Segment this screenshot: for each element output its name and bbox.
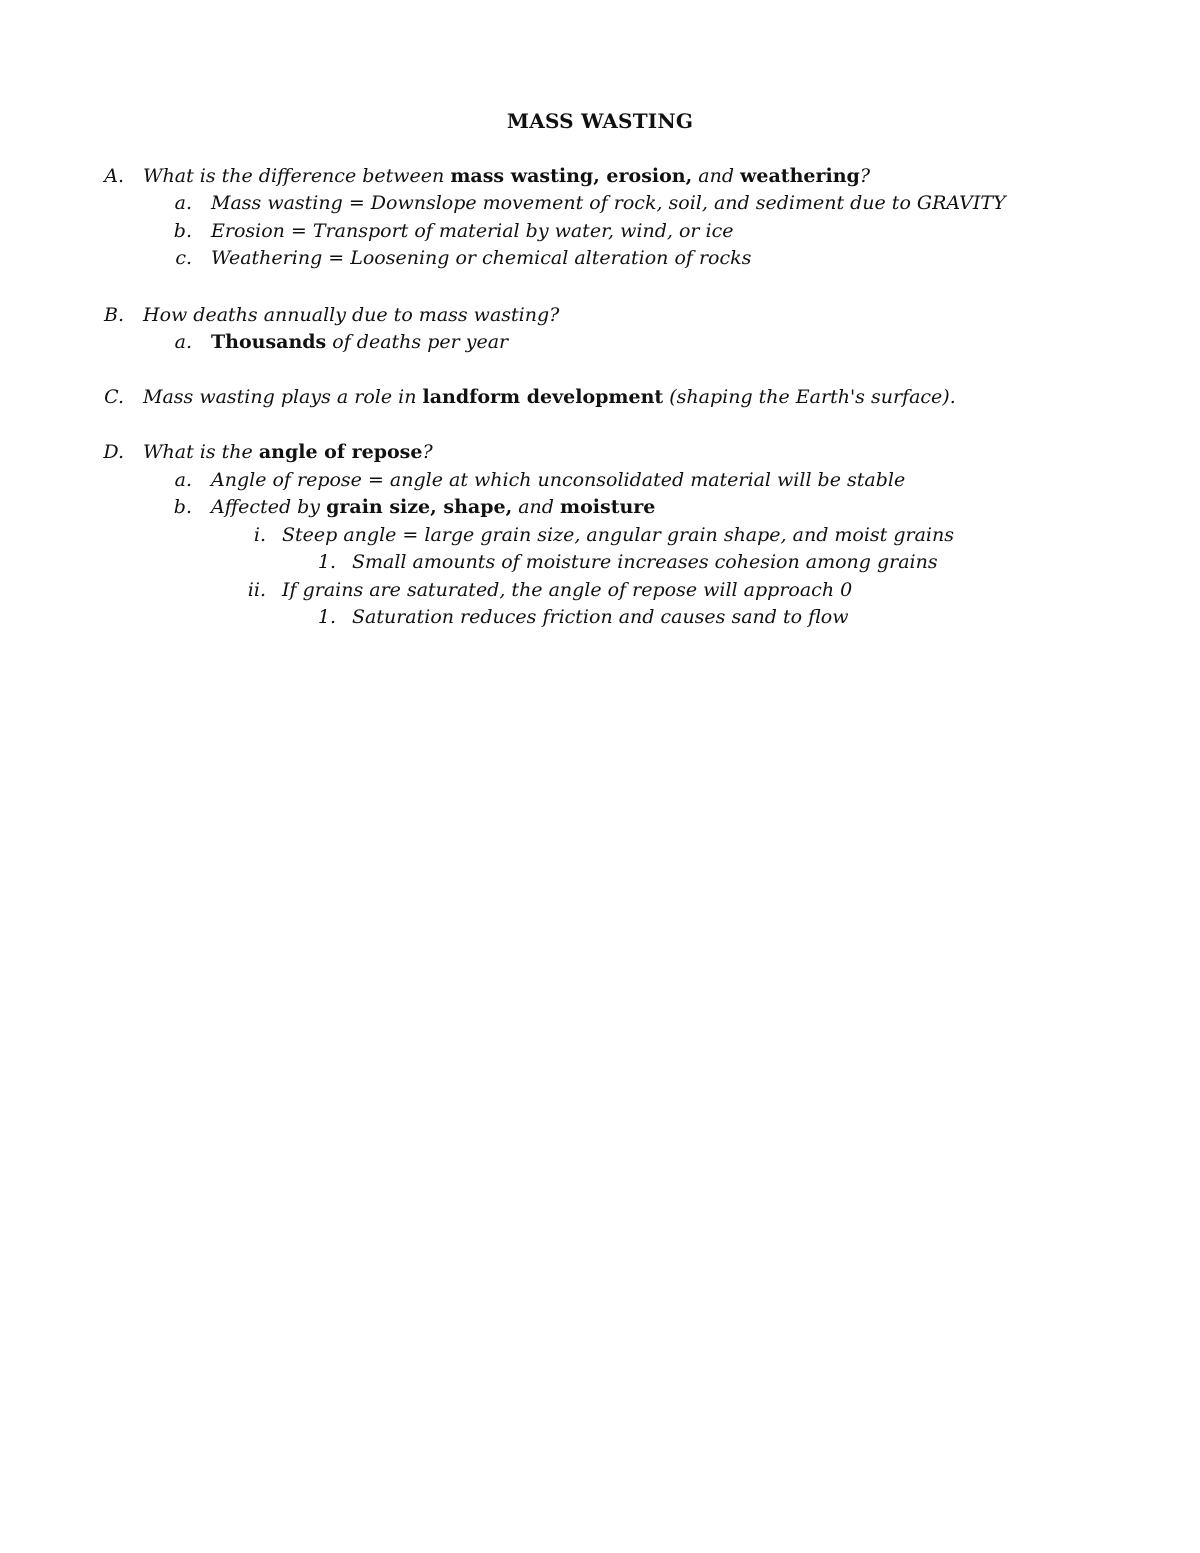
section-a-question bbox=[143, 164, 870, 188]
list-marker: c. bbox=[175, 247, 192, 269]
page-title: MASS WASTING bbox=[506, 109, 694, 133]
list-marker: b. bbox=[173, 496, 192, 518]
section-c-statement bbox=[143, 385, 956, 409]
item-text: and bbox=[518, 496, 554, 518]
list-marker: 1. bbox=[317, 551, 336, 573]
list-item: Saturation reduces friction and causes sand to flow bbox=[352, 606, 849, 628]
bold-term: landform development bbox=[422, 386, 664, 408]
bold-term: moisture bbox=[560, 496, 656, 518]
section-b-marker: B. bbox=[103, 304, 124, 326]
list-marker: a. bbox=[174, 469, 192, 491]
list-item: Angle of repose = angle at which unconsolidated material will be stable bbox=[211, 469, 906, 491]
list-item: Small amounts of moisture increases cohesion among grains bbox=[352, 551, 938, 573]
list-item: Mass wasting = Downslope movement of rock, soil, and sediment due to GRAVITY bbox=[211, 192, 1006, 214]
list-marker: ii. bbox=[247, 579, 266, 601]
list-marker: a. bbox=[174, 331, 192, 353]
list-item bbox=[211, 495, 655, 519]
list-marker: a. bbox=[174, 192, 192, 214]
question-mark: ? bbox=[859, 165, 870, 187]
bold-term: Thousands bbox=[211, 331, 327, 353]
section-d-question bbox=[143, 440, 433, 464]
list-marker: i. bbox=[253, 524, 266, 546]
question-text: What is the bbox=[143, 441, 253, 463]
statement-text: (shaping the Earth's surface). bbox=[669, 386, 956, 408]
list-item: If grains are saturated, the angle of repose will approach 0 bbox=[282, 579, 853, 601]
section-c-marker: C. bbox=[104, 386, 124, 408]
section-a-marker: A. bbox=[104, 165, 124, 187]
section-d-marker: D. bbox=[103, 441, 124, 463]
list-item: Weathering = Loosening or chemical alteration of rocks bbox=[211, 247, 752, 269]
list-marker: 1. bbox=[317, 606, 336, 628]
list-item bbox=[211, 330, 508, 354]
question-mark: ? bbox=[422, 441, 433, 463]
bold-term: grain size, shape, bbox=[326, 496, 513, 518]
bold-term: mass wasting, erosion, bbox=[450, 165, 693, 187]
bold-term: angle of repose bbox=[258, 441, 423, 463]
statement-text: Mass wasting plays a role in bbox=[143, 386, 417, 408]
question-text: and bbox=[698, 165, 734, 187]
section-b-question: How deaths annually due to mass wasting? bbox=[143, 304, 560, 326]
list-marker: b. bbox=[173, 220, 192, 242]
item-text: Affected by bbox=[211, 496, 321, 518]
question-text: What is the difference between bbox=[143, 165, 445, 187]
list-item: Erosion = Transport of material by water, wind, or ice bbox=[211, 220, 734, 242]
list-item: Steep angle = large grain size, angular grain shape, and moist grains bbox=[282, 524, 954, 546]
item-text: of deaths per year bbox=[332, 331, 509, 353]
bold-term: weathering bbox=[740, 165, 860, 187]
